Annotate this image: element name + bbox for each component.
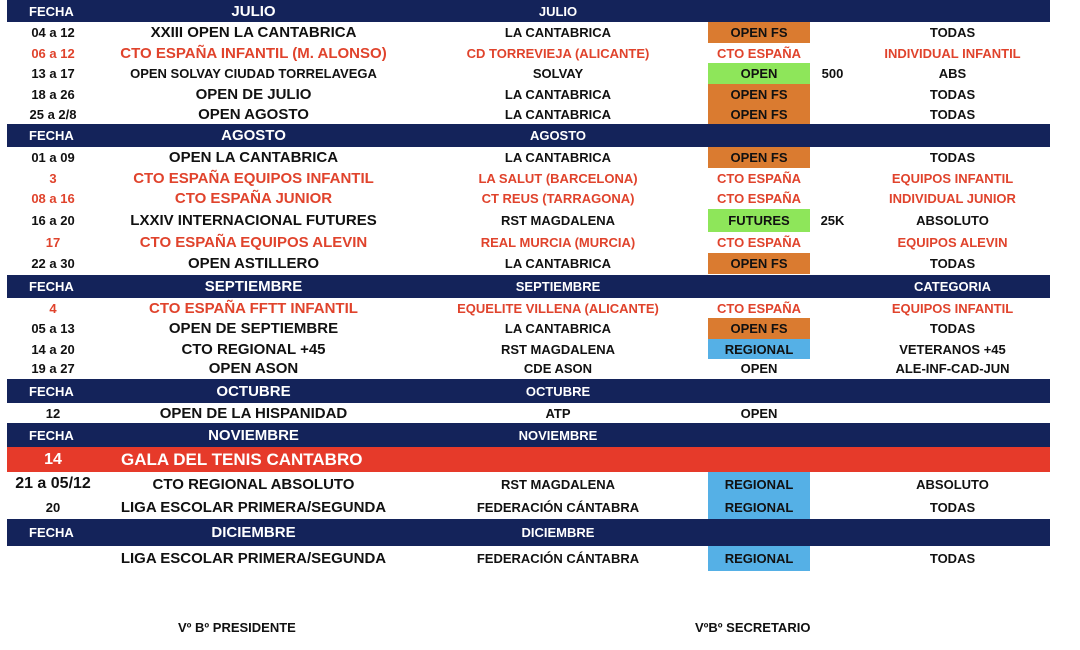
event-name: CTO REGIONAL +45 xyxy=(181,340,326,358)
event-venue: LA CANTABRICA xyxy=(504,321,612,336)
event-date: 25 a 2/8 xyxy=(29,106,77,122)
event-prize-level xyxy=(810,472,855,496)
event-prize-level: 25K xyxy=(820,213,845,228)
event-venue: CT REUS (TARRAGONA) xyxy=(481,191,635,206)
event-venue: LA SALUT (BARCELONA) xyxy=(478,170,638,186)
event-date: 12 xyxy=(45,405,61,421)
month-header-row xyxy=(7,124,1050,147)
event-category: VETERANOS +45 xyxy=(899,341,1006,357)
header-venue-month-label: NOVIEMBRE xyxy=(518,427,598,443)
event-prize-level xyxy=(810,22,855,43)
event-category: INDIVIDUAL INFANTIL xyxy=(884,46,1021,61)
event-name: OPEN DE JULIO xyxy=(195,85,312,103)
header-date-label: FECHA xyxy=(29,3,74,19)
event-category: TODAS xyxy=(929,150,976,165)
event-type-badge: OPEN xyxy=(740,405,778,421)
event-prize-level xyxy=(810,496,855,519)
event-venue: SOLVAY xyxy=(532,66,584,81)
header-month-label: JULIO xyxy=(231,2,276,20)
event-type-badge: OPEN xyxy=(740,361,778,376)
president-signature-label: Vº Bº PRESIDENTE xyxy=(178,620,296,635)
event-date: 16 a 20 xyxy=(31,213,75,228)
event-row xyxy=(7,403,1050,423)
event-venue: CD TORREVIEJA (ALICANTE) xyxy=(466,46,650,61)
event-row xyxy=(7,472,1050,496)
header-category-label xyxy=(855,519,1050,546)
event-name: CTO ESPAÑA FFTT INFANTIL xyxy=(149,299,358,317)
event-prize-level xyxy=(810,253,855,274)
gala-date: 14 xyxy=(44,450,62,468)
event-venue: LA CANTABRICA xyxy=(504,150,612,165)
event-row xyxy=(7,253,1050,274)
event-prize-level: 500 xyxy=(821,66,844,81)
event-date: 18 a 26 xyxy=(31,86,75,102)
event-type-badge: OPEN FS xyxy=(708,22,810,43)
event-category: ABS xyxy=(938,66,967,81)
event-date: 4 xyxy=(49,300,57,316)
event-type-badge: OPEN xyxy=(708,63,810,84)
event-venue: FEDERACIÓN CÁNTABRA xyxy=(476,500,640,515)
header-venue-month-label: AGOSTO xyxy=(529,128,587,143)
event-name: CTO ESPAÑA EQUIPOS INFANTIL xyxy=(133,169,374,187)
event-type-badge: OPEN FS xyxy=(708,253,810,274)
event-type-badge: OPEN FS xyxy=(708,318,810,339)
event-row xyxy=(7,232,1050,253)
event-row xyxy=(7,209,1050,232)
secretary-signature-label: VºBº SECRETARIO xyxy=(695,620,811,635)
event-prize-level xyxy=(810,84,855,104)
event-venue: RST MAGDALENA xyxy=(500,341,616,357)
event-type-badge: REGIONAL xyxy=(708,546,810,571)
event-name: OPEN ASON xyxy=(208,360,299,377)
event-category: ALE-INF-CAD-JUN xyxy=(895,361,1010,376)
event-name: OPEN DE SEPTIEMBRE xyxy=(168,320,339,337)
event-name: CTO ESPAÑA INFANTIL (M. ALONSO) xyxy=(120,45,387,62)
event-prize-level xyxy=(810,318,855,339)
event-row xyxy=(7,359,1050,378)
event-category: EQUIPOS INFANTIL xyxy=(891,300,1014,316)
header-date-label: FECHA xyxy=(29,427,74,443)
event-category: TODAS xyxy=(929,106,976,122)
event-venue: CDE ASON xyxy=(523,361,593,376)
event-venue: LA CANTABRICA xyxy=(504,256,612,271)
event-venue: ATP xyxy=(545,405,571,421)
event-row xyxy=(7,63,1050,84)
event-type-badge: OPEN FS xyxy=(708,84,810,104)
event-row xyxy=(7,22,1050,43)
event-name: CTO ESPAÑA JUNIOR xyxy=(174,190,333,207)
event-venue: LA CANTABRICA xyxy=(504,86,612,102)
event-date: 01 a 09 xyxy=(31,150,75,165)
event-prize-level xyxy=(810,188,855,209)
event-venue: RST MAGDALENA xyxy=(500,213,616,228)
header-venue-month-label: DICIEMBRE xyxy=(521,525,595,540)
event-date xyxy=(7,546,99,571)
event-row xyxy=(7,298,1050,318)
header-venue-month-label: OCTUBRE xyxy=(525,383,591,399)
event-prize-level xyxy=(810,339,855,359)
event-prize-level xyxy=(810,168,855,188)
month-header-row xyxy=(7,275,1050,298)
event-date: 13 a 17 xyxy=(31,66,75,81)
event-category: TODAS xyxy=(929,551,976,566)
event-category: EQUIPOS ALEVIN xyxy=(897,235,1008,250)
event-type-badge: REGIONAL xyxy=(708,496,810,519)
event-date: 04 a 12 xyxy=(31,25,75,40)
event-prize-level xyxy=(810,43,855,64)
header-category-label: CATEGORIA xyxy=(913,279,992,294)
event-row xyxy=(7,339,1050,359)
event-prize-level xyxy=(810,232,855,253)
month-header-row xyxy=(7,0,1050,22)
event-row xyxy=(7,84,1050,104)
event-date: 21 a 05/12 xyxy=(15,475,91,492)
event-category: ABSOLUTO xyxy=(916,213,989,228)
header-venue-month-label: JULIO xyxy=(538,3,578,19)
header-date-label: FECHA xyxy=(29,383,74,399)
header-month-label: OCTUBRE xyxy=(216,382,291,400)
event-category: TODAS xyxy=(929,86,976,102)
gala-row xyxy=(7,447,1050,472)
event-prize-level xyxy=(810,546,855,571)
event-type-badge: FUTURES xyxy=(708,209,810,232)
event-category: EQUIPOS INFANTIL xyxy=(891,170,1014,186)
event-type-badge: CTO ESPAÑA xyxy=(716,170,802,186)
event-date: 06 a 12 xyxy=(31,46,75,61)
gala-title: GALA DEL TENIS CANTABRO xyxy=(121,449,363,469)
header-month-label: DICIEMBRE xyxy=(211,524,296,541)
event-venue: REAL MURCIA (MURCIA) xyxy=(480,235,636,250)
event-name: CTO REGIONAL ABSOLUTO xyxy=(152,475,355,493)
event-type-badge: OPEN FS xyxy=(708,147,810,168)
event-name: OPEN DE LA HISPANIDAD xyxy=(159,404,348,422)
event-row xyxy=(7,168,1050,188)
header-date-label: FECHA xyxy=(29,525,74,540)
header-category-label xyxy=(855,124,1050,147)
event-row xyxy=(7,546,1050,571)
event-date: 20 xyxy=(45,500,61,515)
event-prize-level xyxy=(810,104,855,124)
event-name: LXXIV INTERNACIONAL FUTURES xyxy=(130,212,377,229)
event-date: 19 a 27 xyxy=(31,361,75,376)
month-header-row xyxy=(7,379,1050,403)
month-header-row xyxy=(7,519,1050,546)
event-date: 14 a 20 xyxy=(31,341,75,357)
event-type-badge: OPEN FS xyxy=(708,104,810,124)
event-type-badge: REGIONAL xyxy=(708,339,810,359)
event-date: 08 a 16 xyxy=(31,191,75,206)
header-category-label xyxy=(855,423,1050,447)
event-type-badge: CTO ESPAÑA xyxy=(716,46,802,61)
header-category-label xyxy=(855,379,1050,403)
event-venue: LA CANTABRICA xyxy=(504,25,612,40)
header-month-label: AGOSTO xyxy=(221,127,286,144)
header-category-label xyxy=(855,0,1050,22)
event-category: ABSOLUTO xyxy=(916,476,989,492)
event-row xyxy=(7,496,1050,519)
signature-footer xyxy=(0,612,1080,642)
event-date: 3 xyxy=(49,170,57,186)
event-prize-level xyxy=(810,359,855,378)
event-row xyxy=(7,318,1050,339)
header-month-label: NOVIEMBRE xyxy=(208,426,299,444)
event-prize-level xyxy=(810,403,855,423)
event-row xyxy=(7,147,1050,168)
event-row xyxy=(7,104,1050,124)
event-category: INDIVIDUAL JUNIOR xyxy=(889,191,1016,206)
header-venue-month-label: SEPTIEMBRE xyxy=(515,279,601,294)
event-category: TODAS xyxy=(929,500,976,515)
event-name: OPEN AGOSTO xyxy=(198,105,309,123)
event-date: 05 a 13 xyxy=(31,321,75,336)
event-row xyxy=(7,43,1050,64)
event-type-badge: CTO ESPAÑA xyxy=(716,235,802,250)
event-category: TODAS xyxy=(929,321,976,336)
event-type-badge: REGIONAL xyxy=(708,472,810,496)
event-category: TODAS xyxy=(929,25,976,40)
header-date-label: FECHA xyxy=(29,279,74,294)
event-venue: LA CANTABRICA xyxy=(504,106,612,122)
event-name: OPEN LA CANTABRICA xyxy=(168,149,339,166)
event-name: LIGA ESCOLAR PRIMERA/SEGUNDA xyxy=(120,550,387,567)
event-prize-level xyxy=(810,147,855,168)
event-venue: RST MAGDALENA xyxy=(500,476,616,492)
event-prize-level xyxy=(810,298,855,318)
header-month-label: SEPTIEMBRE xyxy=(204,278,303,295)
event-category xyxy=(855,403,1050,423)
event-date: 17 xyxy=(45,235,61,250)
event-date: 22 a 30 xyxy=(31,256,75,271)
event-name: OPEN ASTILLERO xyxy=(187,255,320,272)
event-venue: EQUELITE VILLENA (ALICANTE) xyxy=(457,300,659,316)
event-name: OPEN SOLVAY CIUDAD TORRELAVEGA xyxy=(130,66,377,81)
event-category: TODAS xyxy=(929,256,976,271)
event-type-badge: CTO ESPAÑA xyxy=(716,191,802,206)
event-type-badge: CTO ESPAÑA xyxy=(716,300,802,316)
header-date-label: FECHA xyxy=(29,128,74,143)
event-name: CTO ESPAÑA EQUIPOS ALEVIN xyxy=(139,234,368,251)
event-row xyxy=(7,188,1050,209)
event-name: XXIII OPEN LA CANTABRICA xyxy=(150,24,357,41)
month-header-row xyxy=(7,423,1050,447)
event-name: LIGA ESCOLAR PRIMERA/SEGUNDA xyxy=(120,499,387,516)
event-venue: FEDERACIÓN CÁNTABRA xyxy=(476,551,640,566)
